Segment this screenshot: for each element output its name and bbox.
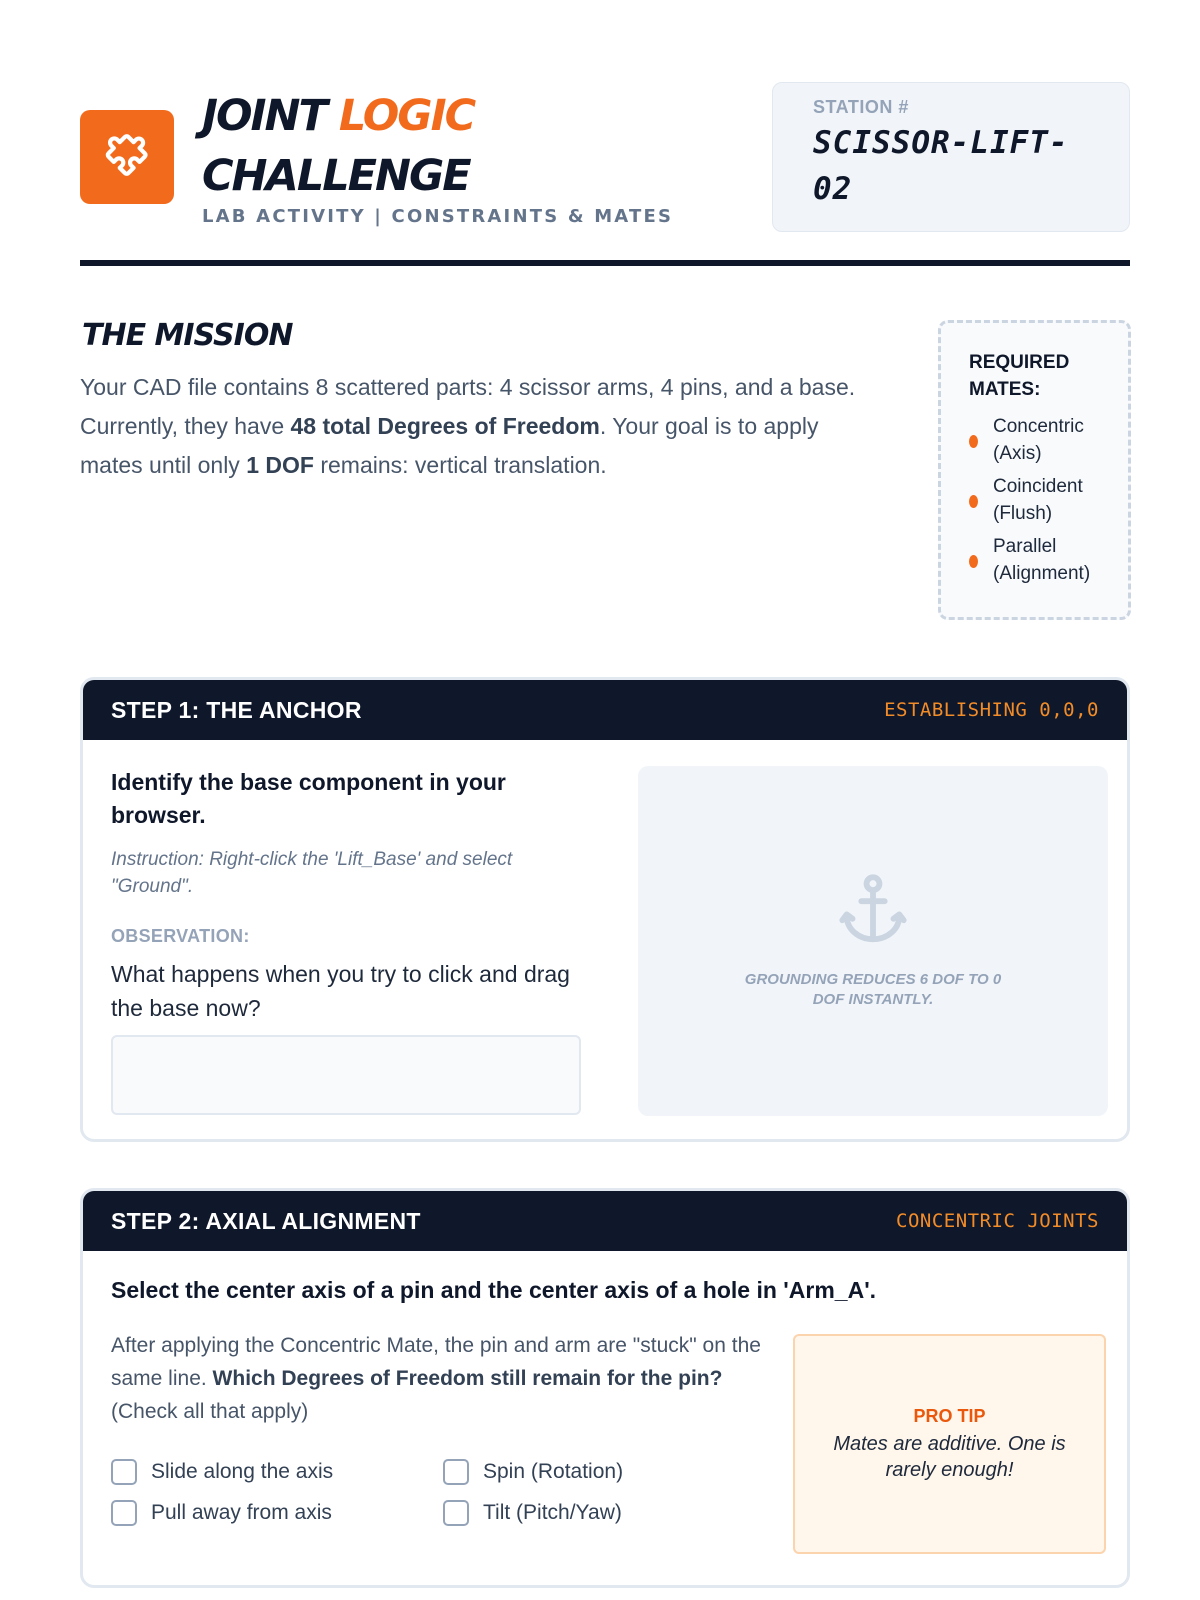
step2-heading: Select the center axis of a pin and the center axis of a hole in 'Arm_A'. <box>111 1277 877 1303</box>
anchor-icon <box>837 872 909 948</box>
title-word-challenge: CHALLENGE <box>202 151 470 201</box>
option-spin-rotation[interactable] <box>443 1458 763 1485</box>
logo <box>80 110 174 204</box>
option-label: Tilt (Pitch/Yaw) <box>483 1500 622 1524</box>
required-mates-title: REQUIRED MATES: <box>969 352 1070 400</box>
required-mates-box <box>938 320 1131 620</box>
option-pull-away[interactable] <box>111 1499 443 1526</box>
checkbox[interactable] <box>111 1500 137 1526</box>
bullet-dot-icon <box>969 435 978 448</box>
step2-title: STEP 2: AXIAL ALIGNMENT <box>111 1207 421 1234</box>
step1-instruction: Instruction: Right-click the 'Lift_Base' and select "Ground". <box>111 849 513 897</box>
title-word-logic: LOGIC <box>338 91 475 141</box>
mission-dof-total: 48 total Degrees of Freedom <box>290 413 600 439</box>
mission-text-part: remains: vertical translation. <box>313 452 607 478</box>
station-box <box>772 82 1130 232</box>
station-id-line1: SCISSOR-LIFT- <box>813 125 1069 161</box>
step1-tag: ESTABLISHING 0,0,0 <box>884 699 1099 721</box>
mission-text-part: . Your goal is to apply mates until only <box>80 413 819 478</box>
mission-text <box>80 368 870 485</box>
option-label: Slide along the axis <box>151 1459 334 1483</box>
step1-title: STEP 1: THE ANCHOR <box>111 696 362 723</box>
pro-tip-title: PRO TIP <box>913 1405 986 1426</box>
step1-content <box>111 766 581 1115</box>
mission-text-part: Your CAD file contains 8 scattered parts: 4 scissor arms, 4 pins, and a base. Currently, they have <box>80 374 856 439</box>
step1-heading: Identify the base component in your browser. <box>111 769 506 828</box>
grounding-caption: GROUNDING REDUCES 6 DOF TO 0 DOF INSTANTLY. <box>744 971 1002 1008</box>
bullet-dot-icon <box>969 555 978 568</box>
checkbox[interactable] <box>111 1459 137 1485</box>
observation-answer-field[interactable] <box>111 1035 581 1115</box>
dof-checklist <box>111 1458 771 1526</box>
required-mate-label: Concentric (Axis) <box>993 416 1084 464</box>
checkbox[interactable] <box>443 1500 469 1526</box>
checkbox[interactable] <box>443 1459 469 1485</box>
step2-text-part: After applying the Concentric Mate, the pin and arm are "stuck" on the same line. <box>111 1334 761 1390</box>
step2-text-part: (Check all that apply) <box>111 1400 309 1423</box>
pro-tip-box <box>793 1334 1106 1554</box>
required-mate-item <box>969 533 1119 587</box>
required-mates-list <box>969 413 1128 587</box>
required-mate-item <box>969 473 1119 527</box>
puzzle-icon <box>99 129 155 185</box>
step2-question <box>111 1329 771 1428</box>
option-label: Spin (Rotation) <box>483 1459 624 1483</box>
pro-tip-text: Mates are additive. One is rarely enough! <box>833 1432 1066 1481</box>
option-slide-axis[interactable] <box>111 1458 443 1485</box>
page-title <box>202 86 474 206</box>
mission-dof-goal: 1 DOF <box>246 452 314 478</box>
observation-label: OBSERVATION: <box>111 926 250 946</box>
mission-title: THE MISSION <box>82 318 293 353</box>
grounding-info-panel <box>638 766 1108 1116</box>
title-word-joint: JOINT <box>202 91 326 141</box>
option-tilt[interactable] <box>443 1499 763 1526</box>
bullet-dot-icon <box>969 495 978 508</box>
station-id-line2: 02 <box>813 171 853 207</box>
station-id <box>813 120 1089 212</box>
step1-header <box>83 680 1127 740</box>
step2-card <box>80 1188 1130 1588</box>
observation-question: What happens when you try to click and drag the base now? <box>111 961 570 1021</box>
step1-card <box>80 677 1130 1142</box>
required-mate-item <box>969 413 1119 467</box>
step2-question-strong: Which Degrees of Freedom still remain for the pin? <box>212 1367 723 1390</box>
page-subtitle: LAB ACTIVITY | CONSTRAINTS & MATES <box>202 206 674 227</box>
option-label: Pull away from axis <box>151 1500 332 1524</box>
required-mate-label: Parallel (Alignment) <box>993 536 1091 584</box>
required-mate-label: Coincident (Flush) <box>993 476 1083 524</box>
step2-header <box>83 1191 1127 1251</box>
step2-tag: CONCENTRIC JOINTS <box>896 1210 1099 1232</box>
header <box>80 80 1130 266</box>
station-label: STATION # <box>813 97 909 117</box>
